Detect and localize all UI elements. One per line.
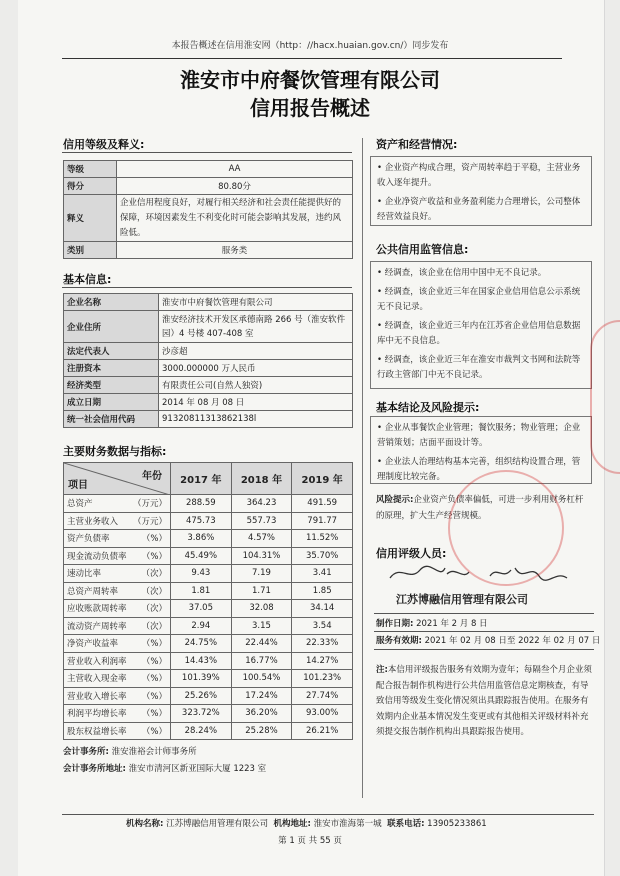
finance-item-label: 速动比率 xyxy=(67,569,102,580)
risk-text: 企业资产负债率偏低，可进一步利用财务杠杆的原理，扩大生产经营规模。 xyxy=(376,495,584,521)
finance-item-unit: （%） xyxy=(141,639,167,650)
rating-heading: 信用评级人员: xyxy=(376,547,447,560)
finance-item-name xyxy=(64,565,171,583)
finance-year-2018: 2018 年 xyxy=(231,463,292,495)
basic-address: 淮安经济技术开发区承德南路 266 号（淮安软件园）4 号楼 407-408 室 xyxy=(159,311,353,343)
finance-value: 1.71 xyxy=(231,582,292,600)
finance-row xyxy=(64,617,353,635)
finance-item-name xyxy=(64,635,171,653)
finance-item-unit: （次） xyxy=(141,586,167,597)
finance-value: 2.94 xyxy=(171,617,232,635)
basic-type: 有限责任公司(自然人独资) xyxy=(159,377,353,394)
finance-row xyxy=(64,705,353,723)
finance-value: 9.43 xyxy=(171,565,232,583)
finance-item-unit: （%） xyxy=(141,551,167,562)
credit-label-score: 得分 xyxy=(64,178,117,195)
finance-value: 3.41 xyxy=(292,565,353,583)
finance-value: 3.54 xyxy=(292,617,353,635)
public-box xyxy=(370,261,592,389)
finance-item-name xyxy=(64,687,171,705)
finance-value: 1.85 xyxy=(292,582,353,600)
footer-addr-value: 淮安市淮海第一城 xyxy=(313,819,382,829)
finance-value: 101.39% xyxy=(171,670,232,688)
scan-edge-left xyxy=(0,0,18,876)
finance-item-label: 利润平均增长率 xyxy=(67,709,127,720)
footer-rule xyxy=(62,814,594,815)
finance-value: 17.24% xyxy=(231,687,292,705)
finance-value: 24.75% xyxy=(171,635,232,653)
finance-row xyxy=(64,635,353,653)
footer-info xyxy=(126,817,487,829)
finance-row xyxy=(64,565,353,583)
public-item-1: • 经调查，该企业在信用中国中无不良记录。 xyxy=(377,268,547,278)
finance-value: 364.23 xyxy=(231,495,292,513)
assets-heading: 资产和经营情况: xyxy=(376,138,458,151)
finance-item-label: 股东权益增长率 xyxy=(67,726,127,737)
finance-item-label: 营业收入增长率 xyxy=(67,691,127,702)
finance-value: 22.44% xyxy=(231,635,292,653)
finance-item-unit: （万元） xyxy=(132,499,167,510)
credit-label-grade: 等级 xyxy=(64,161,117,178)
finance-value: 7.19 xyxy=(231,565,292,583)
credit-heading: 信用等级及释义: xyxy=(63,138,145,151)
conclusion-heading: 基本结论及风险提示: xyxy=(376,401,480,414)
basic-label-name: 企业名称 xyxy=(64,294,159,311)
rating-rule-2 xyxy=(374,631,594,632)
finance-item-name xyxy=(64,530,171,548)
finance-year-2017: 2017 年 xyxy=(171,463,232,495)
assets-item-1: • 企业资产构成合理，资产周转率趋于平稳，主营业务收入逐年提升。 xyxy=(377,163,581,188)
finance-addr-label: 会计事务所地址: xyxy=(63,764,126,774)
finance-value: 101.23% xyxy=(292,670,353,688)
rating-date-line xyxy=(376,617,488,629)
finance-value: 3.15 xyxy=(231,617,292,635)
rating-period-line xyxy=(376,634,600,646)
basic-label-address: 企业住所 xyxy=(64,311,159,343)
finance-item-name xyxy=(64,652,171,670)
public-item-3: • 经调查，该企业近三年内在江苏省企业信用信息数据库中无不良信息。 xyxy=(377,321,581,346)
finance-item-unit: （%） xyxy=(141,674,167,685)
basic-label-legal-rep: 法定代表人 xyxy=(64,343,159,360)
finance-item-unit: （次） xyxy=(141,621,167,632)
footer-addr-label: 机构地址: xyxy=(273,819,311,829)
rating-date-value: 2021 年 2 月 8 日 xyxy=(416,619,488,629)
finance-addr-line xyxy=(63,762,266,774)
finance-item-label: 流动资产周转率 xyxy=(67,621,127,632)
rating-note-label: 注: xyxy=(376,665,388,675)
assets-item-2: • 企业净资产收益和业务盈利能力合理增长，公司整体经营效益良好。 xyxy=(377,197,581,222)
finance-row xyxy=(64,670,353,688)
finance-row xyxy=(64,600,353,618)
finance-value: 557.73 xyxy=(231,512,292,530)
basic-label-founded: 成立日期 xyxy=(64,394,159,411)
footer-org-value: 江苏博融信用管理有限公司 xyxy=(166,819,269,829)
rating-note-text: 本信用评级报告服务有效期为壹年；每隔叁个月企业须配合报告制作机构进行公共信用监管信息定期核查，有导致信用等级发生变化情况须出具跟踪报告使用。在服务有效期内企业基本情况发生变更或有其他相关评级材料补充须提交报告制作机构出具跟踪报告使用。 xyxy=(376,665,592,737)
basic-founded: 2014 年 08 月 08 日 xyxy=(159,394,353,411)
footer-org-label: 机构名称: xyxy=(126,819,164,829)
finance-item-unit: （%） xyxy=(141,726,167,737)
finance-year-2019: 2019 年 xyxy=(292,463,353,495)
finance-item-label: 净资产收益率 xyxy=(67,639,119,650)
finance-row xyxy=(64,547,353,565)
finance-value: 26.21% xyxy=(292,722,353,740)
conclusion-item-1: • 企业从事餐饮企业管理；餐饮服务；物业管理；企业营销策划；店面平面设计等。 xyxy=(377,423,581,448)
finance-row xyxy=(64,722,353,740)
finance-firm-line xyxy=(63,745,197,757)
finance-rows xyxy=(64,495,353,740)
basic-label-code: 统一社会信用代码 xyxy=(64,411,159,428)
finance-item-name xyxy=(64,600,171,618)
credit-table xyxy=(63,160,353,259)
finance-value: 25.26% xyxy=(171,687,232,705)
credit-rule xyxy=(62,152,352,153)
finance-value: 491.59 xyxy=(292,495,353,513)
finance-table xyxy=(63,462,353,740)
finance-item-label: 总资产 xyxy=(67,499,93,510)
finance-value: 27.74% xyxy=(292,687,353,705)
finance-item-unit: （%） xyxy=(141,534,167,545)
footer-phone-label: 联系电话: xyxy=(387,819,425,829)
finance-value: 3.86% xyxy=(171,530,232,548)
basic-label-capital: 注册资本 xyxy=(64,360,159,377)
finance-value: 475.73 xyxy=(171,512,232,530)
finance-value: 16.77% xyxy=(231,652,292,670)
header-note: 本报告概述在信用淮安网（http：//hacx.huaian.gov.cn/）同步发布 xyxy=(171,41,449,51)
finance-item-unit: （%） xyxy=(141,709,167,720)
finance-value: 4.57% xyxy=(231,530,292,548)
rating-org: 江苏博融信用管理有限公司 xyxy=(396,593,528,606)
header-divider xyxy=(62,58,562,59)
finance-row xyxy=(64,495,353,513)
finance-value: 11.52% xyxy=(292,530,353,548)
finance-value: 35.70% xyxy=(292,547,353,565)
public-heading: 公共信用监管信息: xyxy=(376,243,469,256)
page-number: 第 1 页 共 55 页 xyxy=(278,836,342,846)
finance-value: 288.59 xyxy=(171,495,232,513)
basic-heading: 基本信息: xyxy=(63,273,112,286)
finance-item-name xyxy=(64,495,171,513)
finance-value: 100.54% xyxy=(231,670,292,688)
edge-seal xyxy=(590,320,620,474)
basic-capital: 3000.000000 万人民币 xyxy=(159,360,353,377)
finance-row xyxy=(64,652,353,670)
finance-corner-year: 年份 xyxy=(142,471,162,482)
public-item-2: • 经调查，该企业近三年在国家企业信用信息公示系统无不良记录。 xyxy=(377,287,581,312)
finance-value: 22.33% xyxy=(292,635,353,653)
finance-addr-value: 淮安市清河区新亚国际大厦 1223 室 xyxy=(128,764,267,774)
basic-label-type: 经济类型 xyxy=(64,377,159,394)
finance-item-name xyxy=(64,722,171,740)
finance-value: 36.20% xyxy=(231,705,292,723)
finance-item-name xyxy=(64,617,171,635)
finance-item-label: 现金流动负债率 xyxy=(67,551,127,562)
credit-label-category: 类别 xyxy=(64,242,117,259)
conclusion-item-2: • 企业法人治理结构基本完善，组织结构设置合理，管理制度比较完备。 xyxy=(377,457,581,482)
basic-legal-rep: 沙彦超 xyxy=(159,343,353,360)
finance-value: 37.05 xyxy=(171,600,232,618)
finance-value: 791.77 xyxy=(292,512,353,530)
finance-item-name xyxy=(64,512,171,530)
rating-period-value: 2021 年 02 月 08 日至 2022 年 02 月 07 日 xyxy=(424,636,601,646)
credit-score: 80.80分 xyxy=(117,178,353,195)
finance-value: 34.14 xyxy=(292,600,353,618)
finance-item-name xyxy=(64,670,171,688)
credit-grade: AA xyxy=(117,161,353,178)
finance-item-label: 应收账款周转率 xyxy=(67,604,127,615)
finance-row xyxy=(64,687,353,705)
finance-value: 25.28% xyxy=(231,722,292,740)
finance-item-label: 资产负债率 xyxy=(67,534,110,545)
rating-rule-3 xyxy=(374,649,594,650)
credit-category: 服务类 xyxy=(117,242,353,259)
finance-heading: 主要财务数据与指标: xyxy=(63,445,167,458)
rating-note xyxy=(376,663,594,741)
finance-item-label: 营业收入利润率 xyxy=(67,656,127,667)
finance-firm-value: 淮安淮裕会计师事务所 xyxy=(111,747,197,757)
finance-value: 323.72% xyxy=(171,705,232,723)
finance-row xyxy=(64,530,353,548)
finance-item-unit: （%） xyxy=(141,656,167,667)
finance-row xyxy=(64,512,353,530)
finance-value: 93.00% xyxy=(292,705,353,723)
finance-item-label: 主营收入现金率 xyxy=(67,674,127,685)
finance-corner-item: 项目 xyxy=(68,480,88,491)
finance-item-name xyxy=(64,705,171,723)
finance-value: 104.31% xyxy=(231,547,292,565)
report-title: 信用报告概述 xyxy=(250,96,370,120)
footer-phone-value: 13905233861 xyxy=(427,819,487,829)
finance-value: 32.08 xyxy=(231,600,292,618)
finance-item-unit: （次） xyxy=(141,604,167,615)
finance-firm-label: 会计事务所: xyxy=(63,747,109,757)
finance-item-name xyxy=(64,547,171,565)
rating-date-label: 制作日期: xyxy=(376,619,414,629)
finance-item-unit: （次） xyxy=(141,569,167,580)
public-item-4: • 经调查，该企业近三年在淮安市裁判文书网和法院等行政主管部门中无不良记录。 xyxy=(377,355,581,380)
basic-table xyxy=(63,293,353,428)
finance-value: 14.27% xyxy=(292,652,353,670)
finance-item-name xyxy=(64,582,171,600)
assets-box xyxy=(370,156,592,226)
finance-item-unit: （万元） xyxy=(132,516,167,527)
basic-company-name: 淮安市中府餐饮管理有限公司 xyxy=(159,294,353,311)
finance-row xyxy=(64,582,353,600)
finance-item-unit: （%） xyxy=(141,691,167,702)
rating-rule-1 xyxy=(374,613,594,614)
finance-value: 45.49% xyxy=(171,547,232,565)
risk-label: 风险提示: xyxy=(376,495,414,505)
basic-rule xyxy=(62,287,352,288)
credit-label-meaning: 释义 xyxy=(64,195,117,242)
column-divider xyxy=(362,138,363,798)
finance-value: 28.24% xyxy=(171,722,232,740)
company-title: 淮安市中府餐饮管理有限公司 xyxy=(180,68,440,92)
finance-value: 14.43% xyxy=(171,652,232,670)
company-seal xyxy=(448,470,564,586)
finance-corner-cell xyxy=(64,463,171,495)
credit-meaning: 企业信用程度良好，对履行相关经济和社会责任能提供好的保障，环境因素发生不利变化时可能会影响其发展，违约风险低。 xyxy=(117,195,353,242)
finance-item-label: 总资产周转率 xyxy=(67,586,119,597)
conclusion-box xyxy=(370,416,592,484)
finance-value: 1.81 xyxy=(171,582,232,600)
rating-period-label: 服务有效期: xyxy=(376,636,422,646)
basic-credit-code: 91320811313862138l xyxy=(159,411,353,428)
finance-item-label: 主营业务收入 xyxy=(67,516,119,527)
